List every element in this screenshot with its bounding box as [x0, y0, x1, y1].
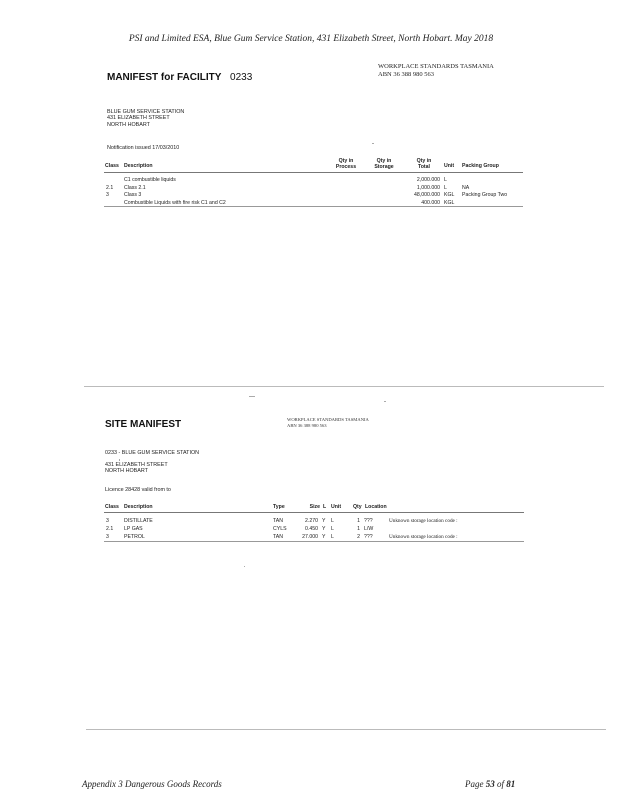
footer-page-number: [465, 779, 515, 789]
table-row-class: 3: [106, 518, 109, 524]
col-description: Description: [124, 504, 153, 510]
table-row-qty: 1: [357, 518, 360, 524]
table-row-description: Class 2.1: [124, 184, 146, 191]
licence-info: Licence 28428 valid from to: [105, 487, 171, 493]
footer-appendix: Appendix 3 Dangerous Goods Records: [82, 779, 222, 789]
page-header: PSI and Limited ESA, Blue Gum Service Station, 431 Elizabeth Street, North Hobart. May 2018: [128, 34, 494, 44]
col-class: Class: [105, 163, 119, 169]
table-row-description: C1 combustible liquids: [124, 177, 176, 183]
address-line: 431 ELIZABETH STREET: [105, 462, 168, 468]
col-qty: Qty: [353, 504, 362, 510]
authority-name: WORKPLACE STANDARDS TASMANIA: [287, 417, 369, 422]
table-header-rule: [104, 512, 524, 513]
table-row-unit: KGL: [444, 199, 455, 206]
table-row-size: 27.000: [302, 534, 318, 540]
col-qty-total-line1: Qty in: [416, 158, 432, 164]
address-line: NORTH HOBART: [105, 468, 148, 475]
table-row-description: Combustible Liquids with fire risk C1 and C2: [124, 199, 226, 206]
table-row-class: 3: [106, 192, 109, 198]
col-qty-storage-line1: Qty in: [376, 158, 392, 164]
scan-mark: [244, 566, 245, 567]
page-separator: [84, 386, 604, 387]
site-address: [105, 462, 168, 475]
footer-page-total: 81: [506, 779, 516, 789]
table-row-flag: Y: [322, 526, 326, 532]
col-unit: Unit: [444, 163, 455, 169]
table-row-packing: NA: [462, 184, 470, 191]
col-qty-storage: [368, 159, 400, 171]
col-class: Class: [105, 504, 119, 510]
table-row-type: TAN: [273, 534, 283, 540]
col-qty-storage-line2: Storage: [374, 163, 394, 170]
table-row-description: PETROL: [124, 534, 145, 540]
scan-mark: [119, 459, 120, 461]
table-row-unit: L: [444, 184, 447, 191]
table-row-unit: L: [331, 534, 334, 540]
footer-page-current: 53: [485, 779, 495, 789]
table-row-total: 400.000: [421, 199, 440, 206]
table-row-type: CYLS: [273, 526, 287, 532]
table-row-unit: L: [444, 177, 447, 183]
col-description: Description: [124, 163, 153, 169]
table-row-class: 2.1: [106, 526, 114, 532]
col-qty-process-line1: Qty in: [338, 158, 354, 164]
site-manifest-title: SITE MANIFEST: [105, 419, 182, 430]
page-separator: [86, 729, 606, 730]
authority-name: WORKPLACE STANDARDS TASMANIA: [378, 63, 494, 70]
table-row-flag: Y: [322, 534, 326, 540]
footer-page-label: Page: [465, 779, 484, 789]
col-qty-total: [408, 159, 440, 171]
col-qty-process: [330, 159, 362, 171]
table-row-class: 2.1: [106, 184, 114, 191]
table-row-qty: 2: [357, 534, 360, 540]
col-type: Type: [273, 504, 285, 510]
table-row-flag: Y: [322, 518, 326, 524]
address-line: NORTH HOBART: [107, 121, 150, 128]
col-packing-group: Packing Group: [462, 163, 499, 169]
facility-number: 0233: [230, 72, 253, 83]
authority-abn: ABN 36 388 980 563: [378, 71, 434, 78]
table-row-size: 2.270: [305, 518, 318, 524]
table-row-note: Unknown storage location code :: [389, 534, 458, 540]
table-row-total: 2,000.000: [416, 177, 440, 183]
col-location: Location: [365, 504, 387, 510]
table-row-unit: L: [331, 518, 334, 524]
authority-abn: ABN 36 388 980 563: [287, 423, 327, 428]
table-row-total: 1,000.000: [416, 184, 440, 191]
table-row-unit: KGL: [444, 192, 455, 198]
table-row-size: 0.450: [305, 526, 318, 532]
address-line: BLUE GUM SERVICE STATION: [107, 109, 185, 115]
scan-mark: [384, 401, 386, 402]
table-header-rule: [104, 172, 523, 173]
table-row-type: TAN: [273, 518, 283, 524]
table-row-qty: 1: [357, 526, 360, 532]
manifest-title-text: MANIFEST for FACILITY: [107, 72, 222, 83]
site-name: 0233 - BLUE GUM SERVICE STATION: [105, 450, 200, 456]
manifest-title: [107, 72, 252, 83]
scan-mark: [249, 396, 255, 397]
col-unit: Unit: [331, 504, 342, 510]
col-l: L: [323, 504, 327, 510]
table-row-class: 3: [106, 534, 109, 540]
table-row-packing: Packing Group Two: [462, 192, 508, 198]
address-line: 431 ELIZABETH STREET: [107, 115, 170, 122]
footer-page-of: of: [497, 779, 505, 789]
table-row-unit: L: [331, 526, 334, 532]
col-qty-process-line2: Process: [335, 163, 357, 170]
table-row-description: Class 3: [124, 192, 142, 198]
col-size: Size: [309, 504, 320, 510]
table-row-location: L/W: [364, 526, 374, 532]
authority-block: [378, 63, 494, 79]
col-qty-total-line2: Total: [417, 163, 430, 170]
facility-address: [107, 109, 184, 128]
scan-mark: [372, 143, 374, 144]
table-row-description: DISTILLATE: [124, 518, 153, 524]
table-row-location: ???: [364, 534, 373, 540]
authority-block: [287, 417, 369, 429]
table-bottom-rule: [104, 206, 523, 207]
table-bottom-rule: [104, 541, 524, 542]
table-row-note: Unknown storage location code :: [389, 518, 458, 524]
table-row-total: 48,000.000: [414, 192, 440, 198]
notification-issued: Notification issued 17/03/2010: [107, 145, 180, 151]
table-row-location: ???: [364, 518, 373, 524]
table-row-description: LP GAS: [124, 526, 143, 532]
